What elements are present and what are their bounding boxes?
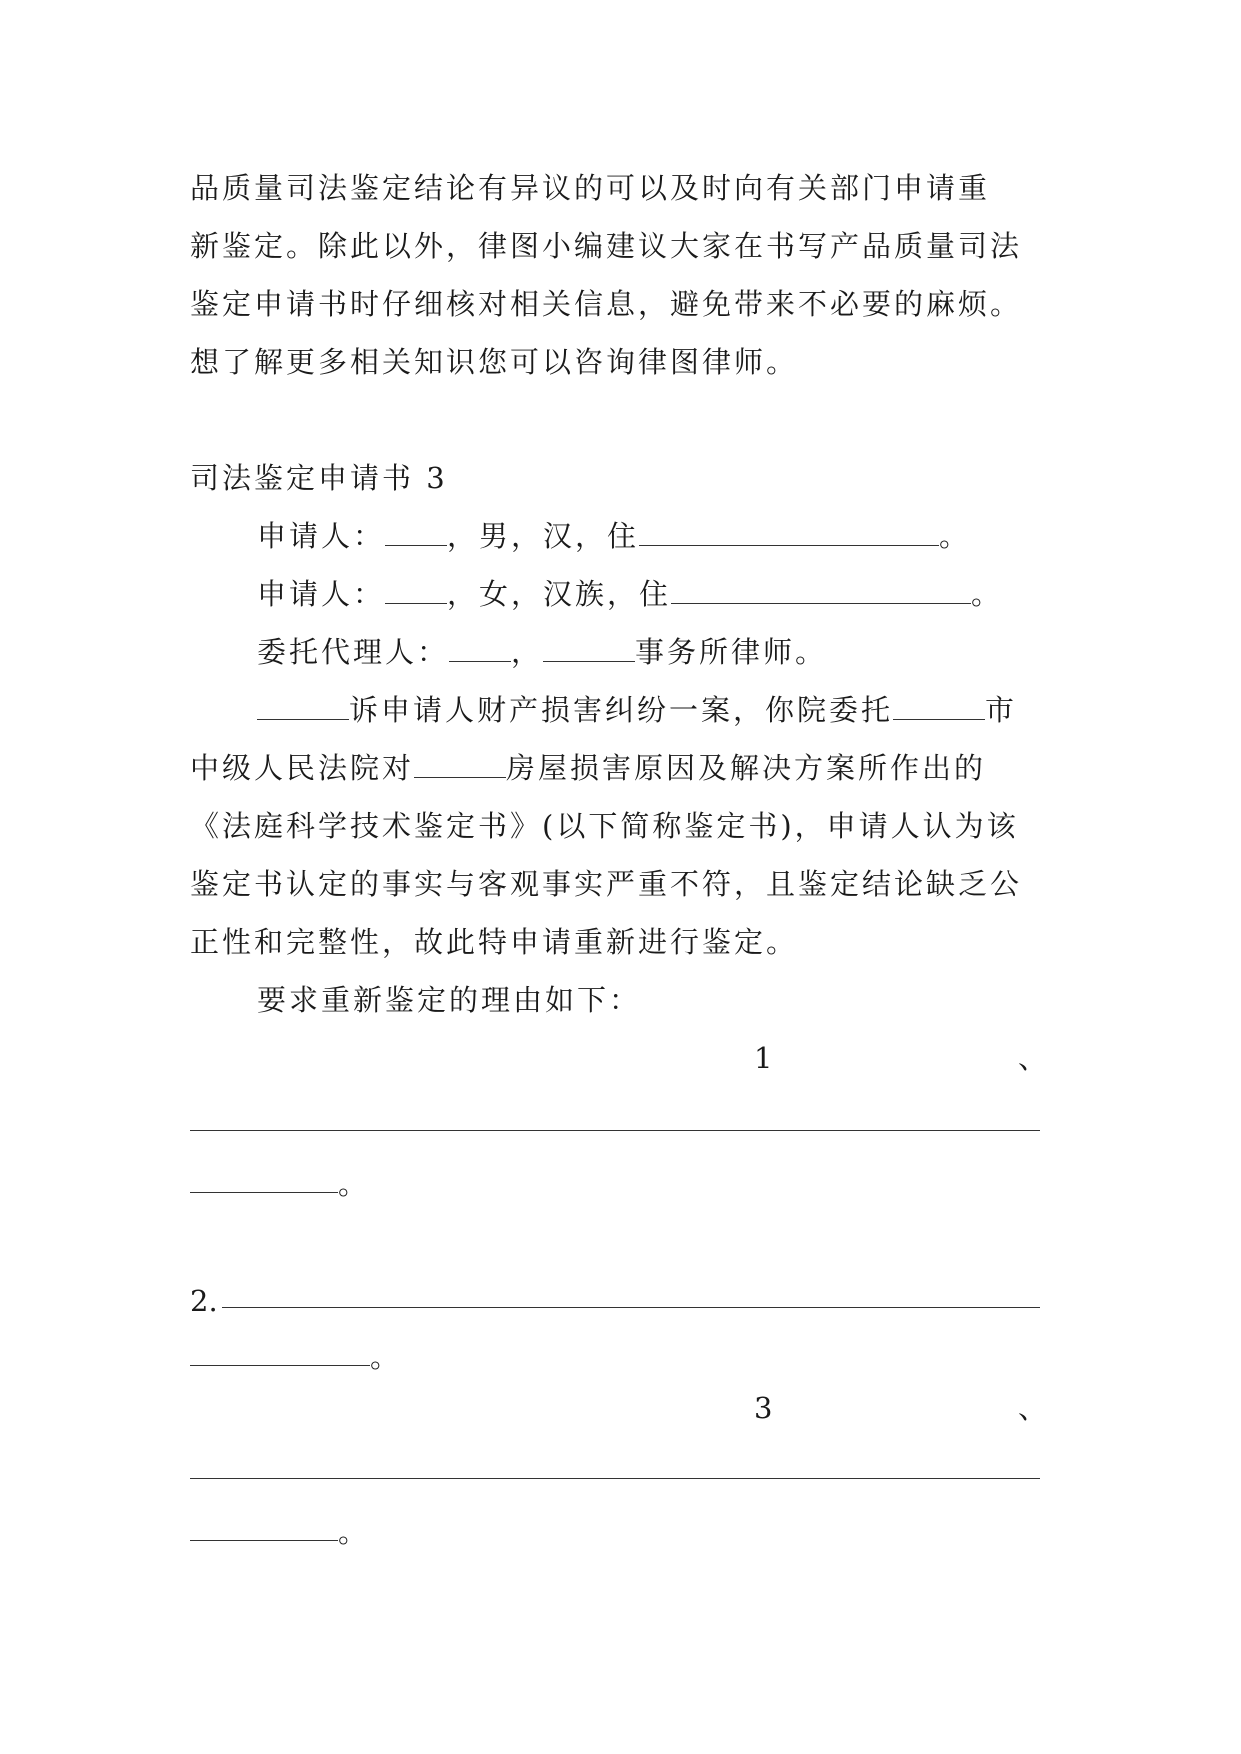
blank-house	[414, 755, 506, 778]
reason-2-blank-line-end	[190, 1365, 370, 1366]
reason-1-blank-line-end	[190, 1192, 338, 1193]
blank-address	[671, 581, 971, 604]
applicant-1-label: 申请人：	[257, 519, 386, 553]
body-line-3: 《法庭科学技术鉴定书》(以下简称鉴定书)，申请人认为该	[190, 809, 1019, 843]
blank-address	[639, 523, 939, 546]
reason-3-period: 。	[338, 1515, 368, 1549]
intro-line-2: 新鉴定。除此以外，律图小编建议大家在书写产品质量司法	[190, 229, 1023, 263]
applicant-2-line	[257, 576, 1003, 612]
comma: ，	[511, 635, 544, 669]
blank-name	[385, 523, 447, 546]
applicant-2-label: 申请人：	[257, 577, 386, 611]
reason-2-number: 2.	[190, 1284, 218, 1318]
intro-line-3: 鉴定申请书时仔细核对相关信息，避免带来不必要的麻烦。	[190, 287, 1023, 321]
reasons-heading: 要求重新鉴定的理由如下：	[257, 983, 642, 1017]
blank-party	[257, 697, 349, 720]
blank-name	[385, 581, 447, 604]
body-text: 中级人民法院对	[190, 751, 415, 785]
body-line-4: 鉴定书认定的事实与客观事实严重不符，且鉴定结论缺乏公	[190, 867, 1023, 901]
agent-firm-suffix: 事务所律师。	[635, 635, 828, 669]
intro-line-4: 想了解更多相关知识您可以咨询律图律师。	[190, 345, 799, 379]
reason-1-separator: 、	[1018, 1041, 1048, 1075]
blank-city	[893, 697, 985, 720]
reason-2-period: 。	[370, 1340, 400, 1374]
body-text: 市	[985, 693, 1018, 727]
reason-1-period: 。	[338, 1167, 368, 1201]
applicant-1-details: ，男，汉，住	[447, 519, 640, 553]
intro-line-1: 品质量司法鉴定结论有异议的可以及时向有关部门申请重	[190, 171, 991, 205]
agent-label: 委托代理人：	[257, 635, 450, 669]
applicant-1-line	[257, 518, 971, 554]
reason-3-number: 3	[754, 1391, 773, 1425]
body-text: 诉申请人财产损害纠纷一案，你院委托	[349, 693, 894, 727]
reason-1-blank-line	[190, 1130, 1040, 1131]
reason-3-blank-line	[190, 1478, 1040, 1479]
reason-1-number: 1	[754, 1041, 773, 1075]
period: 。	[971, 577, 1004, 611]
body-line-1	[257, 692, 1017, 728]
agent-line	[257, 634, 827, 670]
period: 。	[939, 519, 972, 553]
body-text: 房屋损害原因及解决方案所作出的	[506, 751, 987, 785]
body-line-5: 正性和完整性，故此特申请重新进行鉴定。	[190, 925, 799, 959]
reason-3-separator: 、	[1018, 1391, 1048, 1425]
body-line-2	[190, 750, 986, 786]
applicant-2-details: ，女，汉族，住	[447, 577, 672, 611]
reason-2-blank-line	[222, 1307, 1040, 1308]
section-title: 司法鉴定申请书 3	[190, 461, 448, 495]
reason-3-blank-line-end	[190, 1540, 338, 1541]
blank-firm	[543, 639, 635, 662]
blank-agent-name	[449, 639, 511, 662]
